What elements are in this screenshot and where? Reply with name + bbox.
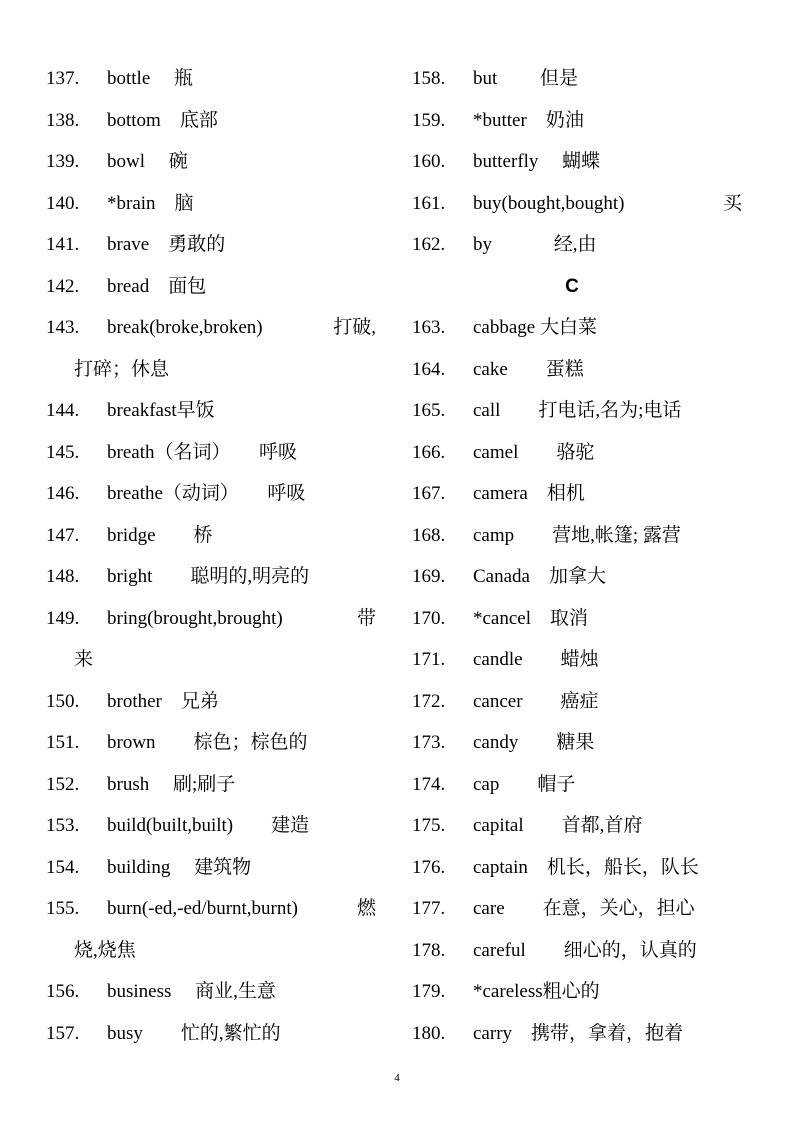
entry-number: 145. — [46, 441, 80, 463]
entry-text: but 但是 — [473, 68, 579, 89]
vocab-entry — [46, 390, 386, 432]
entry-text: camera 相机 — [473, 483, 585, 504]
vocab-entry — [46, 805, 386, 847]
entry-number: 149. — [46, 607, 80, 629]
vocab-entry — [412, 971, 752, 1013]
entry-number: 167. — [412, 483, 446, 504]
vocab-entry — [46, 266, 386, 308]
vocab-entry-row — [46, 307, 376, 349]
vocab-entry — [412, 141, 752, 183]
entry-number: 176. — [412, 856, 446, 878]
entry-number: 156. — [46, 981, 80, 1002]
entry-text: brush 刷;刷子 — [107, 773, 236, 795]
vocab-entry — [412, 805, 752, 847]
entry-number: 173. — [412, 732, 446, 753]
entry-number: 162. — [412, 234, 446, 255]
entry-text: buy(bought,bought) — [473, 192, 625, 214]
vocab-entry-row — [46, 598, 376, 640]
entry-text: breathe（动词） 呼吸 — [107, 483, 306, 504]
entry-continuation: 来 — [74, 649, 94, 670]
entry-continuation: 烧,烧焦 — [74, 939, 136, 961]
entry-number: 171. — [412, 649, 446, 670]
vocab-entry — [412, 764, 752, 806]
vocab-entry — [46, 432, 386, 474]
vocab-entry — [412, 556, 752, 598]
entry-text: Canada 加拿大 — [473, 566, 606, 587]
entry-text: careful 细心的，认真的 — [473, 939, 697, 961]
entry-number: 163. — [412, 317, 446, 338]
right-column — [412, 58, 752, 1054]
entry-meaning: 带 — [356, 607, 376, 629]
entry-number: 137. — [46, 68, 80, 89]
entry-number: 138. — [46, 109, 80, 131]
vocab-entry — [46, 847, 386, 889]
entry-number: 166. — [412, 441, 446, 463]
vocab-entry-main — [46, 307, 263, 349]
entry-number: 165. — [412, 400, 446, 421]
entry-text: *careless粗心的 — [473, 981, 600, 1002]
entry-number: 140. — [46, 192, 80, 214]
entry-text: breath（名词） 呼吸 — [107, 441, 297, 463]
vocab-entry — [412, 349, 752, 391]
vocab-entry — [46, 307, 386, 349]
entry-meaning: 买 — [722, 192, 742, 214]
vocab-entry-main — [46, 888, 298, 930]
vocab-entry — [412, 930, 752, 972]
entry-number: 158. — [412, 68, 446, 89]
vocab-entry-row — [412, 183, 742, 225]
entry-number: 177. — [412, 898, 446, 919]
entry-text: camp 营地,帐篷; 露营 — [473, 524, 681, 546]
vocab-entry — [46, 722, 386, 764]
entry-number: 147. — [46, 524, 80, 546]
entry-number: 161. — [412, 192, 446, 214]
entry-text: bring(brought,brought) — [107, 607, 283, 629]
entry-text: *brain 脑 — [107, 192, 194, 214]
entry-text: capital 首都,首府 — [473, 815, 643, 836]
entry-text: by 经,由 — [473, 234, 597, 255]
vocab-entry — [412, 639, 752, 681]
entry-number: 159. — [412, 109, 446, 131]
entry-number: 172. — [412, 690, 446, 712]
entry-number: 143. — [46, 317, 80, 338]
vocab-entry — [412, 888, 752, 930]
entry-number: 153. — [46, 815, 80, 836]
entry-number: 164. — [412, 358, 446, 380]
entry-text: cake 蛋糕 — [473, 358, 584, 380]
entry-text: bottom 底部 — [107, 109, 218, 131]
entry-text: cap 帽子 — [473, 773, 576, 795]
entry-number: 151. — [46, 732, 80, 753]
entry-text: call 打电话,名为;电话 — [473, 400, 682, 421]
vocab-entry — [46, 100, 386, 142]
entry-number: 170. — [412, 607, 446, 629]
entry-text: break(broke,broken) — [107, 317, 263, 338]
vocab-entry — [412, 100, 752, 142]
entry-text: bright 聪明的,明亮的 — [107, 566, 310, 587]
vocab-entry — [412, 598, 752, 640]
entry-text: carry 携带，拿着，抱着 — [473, 1022, 684, 1044]
entry-meaning: 燃 — [356, 898, 376, 919]
vocab-entry — [412, 224, 752, 266]
entry-text: business 商业,生意 — [107, 981, 276, 1002]
entry-number: 139. — [46, 151, 80, 172]
entry-number: 154. — [46, 856, 80, 878]
entry-text: brother 兄弟 — [107, 690, 219, 712]
entry-text: *butter 奶油 — [473, 109, 584, 131]
vocab-entry — [46, 598, 386, 640]
vocab-entry — [46, 888, 386, 930]
entry-text: burn(-ed,-ed/burnt,burnt) — [107, 898, 298, 919]
vocab-entry — [46, 141, 386, 183]
entry-number: 157. — [46, 1022, 80, 1044]
left-column — [46, 58, 386, 1054]
entry-text: candle 蜡烛 — [473, 649, 599, 670]
vocab-entry-main — [412, 183, 624, 225]
vocab-entry — [46, 224, 386, 266]
entry-continuation: 打碎；休息 — [74, 358, 170, 380]
entry-number: 146. — [46, 483, 80, 504]
vocab-entry — [46, 681, 386, 723]
entry-number: 160. — [412, 151, 446, 172]
entry-text: brown 棕色；棕色的 — [107, 732, 308, 753]
vocab-entry — [46, 1013, 386, 1055]
vocab-entry-main — [46, 598, 283, 640]
vocab-entry — [46, 971, 386, 1013]
entry-number: 174. — [412, 773, 446, 795]
entry-number: 168. — [412, 524, 446, 546]
entry-text: bottle 瓶 — [107, 68, 194, 89]
vocab-entry — [412, 847, 752, 889]
entry-number: 180. — [412, 1022, 446, 1044]
entry-text: candy 糖果 — [473, 732, 595, 753]
vocab-entry — [412, 58, 752, 100]
entry-meaning: 打破, — [333, 317, 376, 338]
entry-text: breakfast早饭 — [107, 400, 215, 421]
page-number: 4 — [394, 1072, 400, 1084]
vocab-entry — [412, 390, 752, 432]
entry-number: 142. — [46, 275, 80, 297]
vocab-entry — [412, 307, 752, 349]
vocab-entry — [46, 58, 386, 100]
vocab-entry — [412, 681, 752, 723]
entry-number: 169. — [412, 566, 446, 587]
entry-number: 178. — [412, 939, 446, 961]
section-heading: C — [565, 275, 579, 297]
entry-text: care 在意，关心，担心 — [473, 898, 695, 919]
vocab-entry — [412, 722, 752, 764]
vocab-entry — [46, 556, 386, 598]
vocab-entry — [412, 432, 752, 474]
entry-text: brave 勇敢的 — [107, 234, 226, 255]
entry-text: cancer 癌症 — [473, 690, 599, 712]
entry-number: 152. — [46, 773, 80, 795]
entry-number: 141. — [46, 234, 80, 255]
vocab-entry — [412, 183, 752, 225]
vocab-entry — [46, 515, 386, 557]
vocab-entry — [46, 183, 386, 225]
entry-text: build(built,built) 建造 — [107, 815, 310, 836]
vocab-entry — [412, 515, 752, 557]
vocab-entry — [46, 473, 386, 515]
vocab-entry — [412, 473, 752, 515]
vocab-entry — [46, 764, 386, 806]
entry-text: butterfly 蝴蝶 — [473, 151, 601, 172]
entry-number: 175. — [412, 815, 446, 836]
entry-text: camel 骆驼 — [473, 441, 595, 463]
entry-number: 148. — [46, 566, 80, 587]
entry-number: 155. — [46, 898, 80, 919]
entry-text: bowl 碗 — [107, 151, 188, 172]
entry-text: busy 忙的,繁忙的 — [107, 1022, 281, 1044]
entry-text: bridge 桥 — [107, 524, 213, 546]
entry-text: captain 机长，船长，队长 — [473, 856, 699, 878]
entry-text: cabbage 大白菜 — [473, 317, 597, 338]
entry-text: building 建筑物 — [107, 856, 252, 878]
entry-number: 150. — [46, 690, 80, 712]
vocab-entry-row — [46, 888, 376, 930]
entry-number: 144. — [46, 400, 80, 421]
entry-text: bread 面包 — [107, 275, 207, 297]
entry-number: 179. — [412, 981, 446, 1002]
entry-text: *cancel 取消 — [473, 607, 589, 629]
vocab-entry — [412, 1013, 752, 1055]
